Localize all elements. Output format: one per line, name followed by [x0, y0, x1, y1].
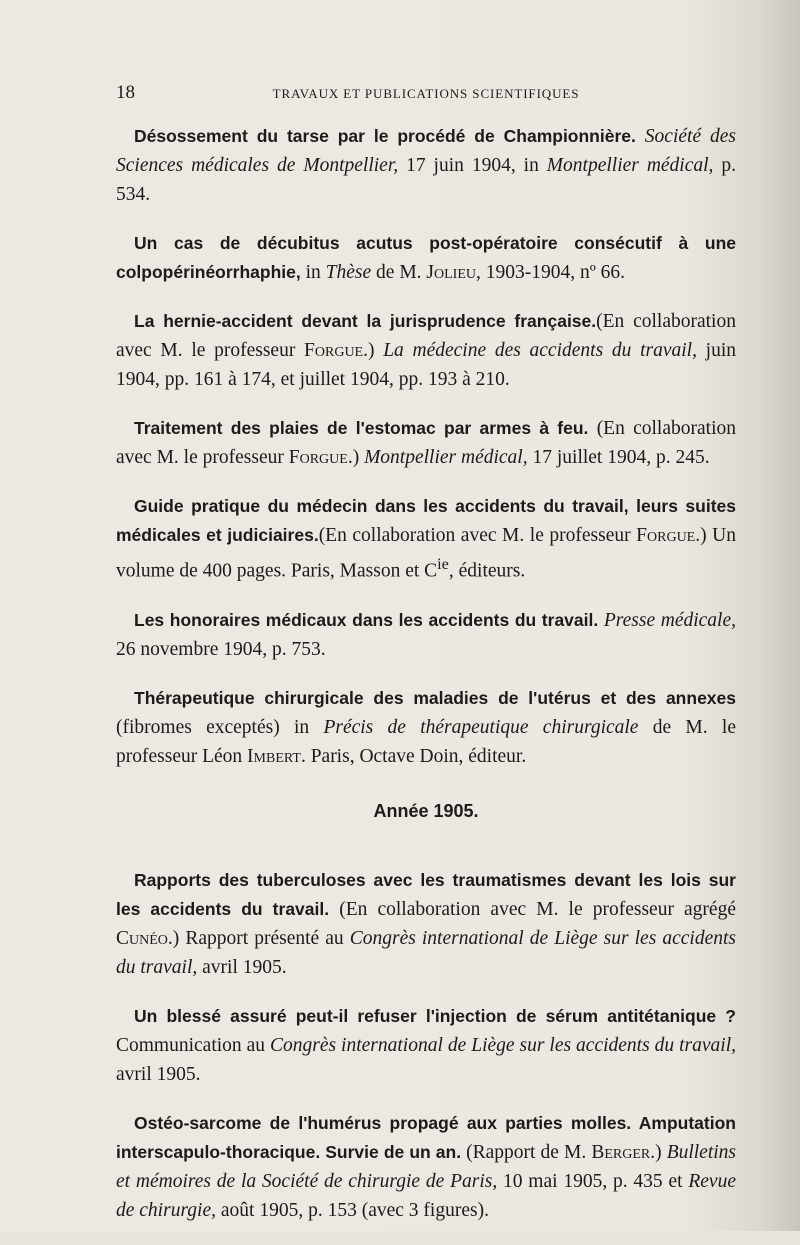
running-title: TRAVAUX ET PUBLICATIONS SCIENTIFIQUES: [272, 86, 580, 101]
entry-text: , 1903-1904, nº 66.: [476, 262, 626, 283]
entry-text: in: [300, 262, 326, 283]
entry-journal: La médecine des accidents du travail,: [383, 340, 697, 361]
entry-text: avril 1905.: [116, 1063, 201, 1085]
entry-text: juin 1904, pp. 161 à 174, et juillet 1904, pp. 193 à 210.: [116, 340, 736, 390]
entry-title: Rapports des tuberculoses avec les traumatismes devant les lois sur les accidents du travail.: [116, 869, 736, 919]
entry-title: Un blessé assuré peut-il refuser l'injection de sérum antitétanique ?: [134, 1005, 736, 1026]
entry-author: Forgue: [304, 340, 364, 361]
entry-text: (fibromes exceptés) in: [116, 716, 324, 738]
entry-text: .) Rapport présenté au: [167, 927, 350, 949]
entry-author: Imbert: [247, 745, 301, 767]
entry-title: Traitement des plaies de l'estomac par armes à feu.: [134, 418, 589, 438]
entry-title: Guide pratique du médecin dans les accidents du travail, leurs suites médicales et judiciaires.: [116, 496, 736, 545]
entry-author: Berger: [591, 1141, 651, 1163]
entry-journal: Presse médicale,: [603, 609, 736, 631]
publication-entry: [116, 606, 736, 664]
entry-title: Désossement du tarse par le procédé de Championnière.: [134, 126, 636, 146]
publication-entry: [116, 492, 736, 586]
entry-text: 17 juin 1904, in: [398, 155, 547, 176]
publication-entry: [116, 1109, 736, 1225]
entry-author: Cunéo: [116, 927, 168, 949]
entry-journal: Thèse: [325, 262, 372, 283]
entry-author: Forgue: [288, 447, 348, 468]
entry-journal: Revue de chirurgie,: [116, 1170, 736, 1221]
entry-text: Communication au: [116, 1034, 270, 1056]
entry-text: (En collaboration avec M. le professeur: [116, 311, 736, 361]
entry-author: Forgue: [636, 525, 696, 546]
publication-entry: [116, 307, 736, 394]
publication-entry: [116, 684, 736, 771]
entry-journal: Congrès international de Liège sur les accidents du travail,: [270, 1034, 736, 1056]
publication-entry: [116, 1002, 736, 1089]
entry-title: Les honoraires médicaux dans les accidents du travail.: [134, 609, 599, 630]
entry-text: 10 mai 1905, p. 435 et: [497, 1170, 689, 1192]
entry-text: [636, 126, 645, 147]
publication-entry: [116, 414, 736, 472]
publication-entry: [116, 229, 736, 287]
entry-journal: Congrès international de Liège sur les accidents du travail,: [116, 927, 736, 978]
year-heading: Année 1905.: [373, 800, 479, 821]
entry-author: Jolieu: [426, 262, 476, 283]
entry-text: (En collaboration avec M. le professeur: [116, 418, 736, 468]
entry-text: 17 juillet 1904, p. 245.: [527, 447, 710, 468]
entry-text: 26 novembre 1904, p. 753.: [116, 638, 326, 660]
entry-title: Un cas de décubitus acutus post-opératoire consécutif à une colpopérinéorrhaphie,: [116, 233, 736, 282]
page-header: [116, 82, 736, 106]
entry-text: août 1905, p. 153 (avec 3 figures).: [216, 1199, 489, 1221]
entry-text: .): [347, 447, 365, 468]
entry-title: Thérapeutique chirurgicale des maladies de l'utérus et des annexes: [134, 687, 736, 708]
page-number: 18: [116, 82, 135, 103]
entry-title: La hernie-accident devant la jurisprudence française.: [134, 311, 597, 331]
entry-text: avril 1905.: [197, 956, 287, 978]
entry-text: de M.: [371, 262, 427, 283]
entry-title: Ostéo-sarcome de l'humérus propagé aux parties molles. Amputation interscapulo-thoracique. Survie de un an.: [116, 1112, 736, 1162]
entry-journal: Montpellier médical,: [364, 447, 528, 468]
entry-journal: Précis de thérapeutique chirurgicale: [323, 716, 639, 738]
entry-journal: Bulletins et mémoires de la Société de chirurgie de Paris,: [116, 1141, 737, 1192]
entry-text: (Rapport de M.: [461, 1141, 592, 1163]
entry-text: . Paris, Octave Doin, éditeur.: [300, 745, 527, 767]
entry-superscript: ie: [437, 555, 449, 573]
entry-journal: Montpellier médical,: [546, 155, 714, 176]
entry-text: p. 534.: [116, 155, 736, 205]
entry-text: .): [363, 340, 384, 361]
publication-entry: [116, 122, 736, 209]
entry-text: , éditeurs.: [448, 560, 526, 582]
entry-text: de M. le professeur Léon: [116, 716, 736, 767]
publication-list: [116, 122, 736, 1245]
entry-text: (En collaboration avec M. le professeur agrégé: [329, 898, 736, 920]
entry-journal: Société des Sciences médicales de Montpellier,: [116, 126, 737, 176]
publication-entry: [116, 866, 736, 982]
entry-text: .): [650, 1141, 667, 1163]
entry-text: (En collaboration avec M. le professeur: [318, 525, 637, 546]
entry-text: .) Un volume de 400 pages. Paris, Masson et C: [116, 525, 736, 582]
